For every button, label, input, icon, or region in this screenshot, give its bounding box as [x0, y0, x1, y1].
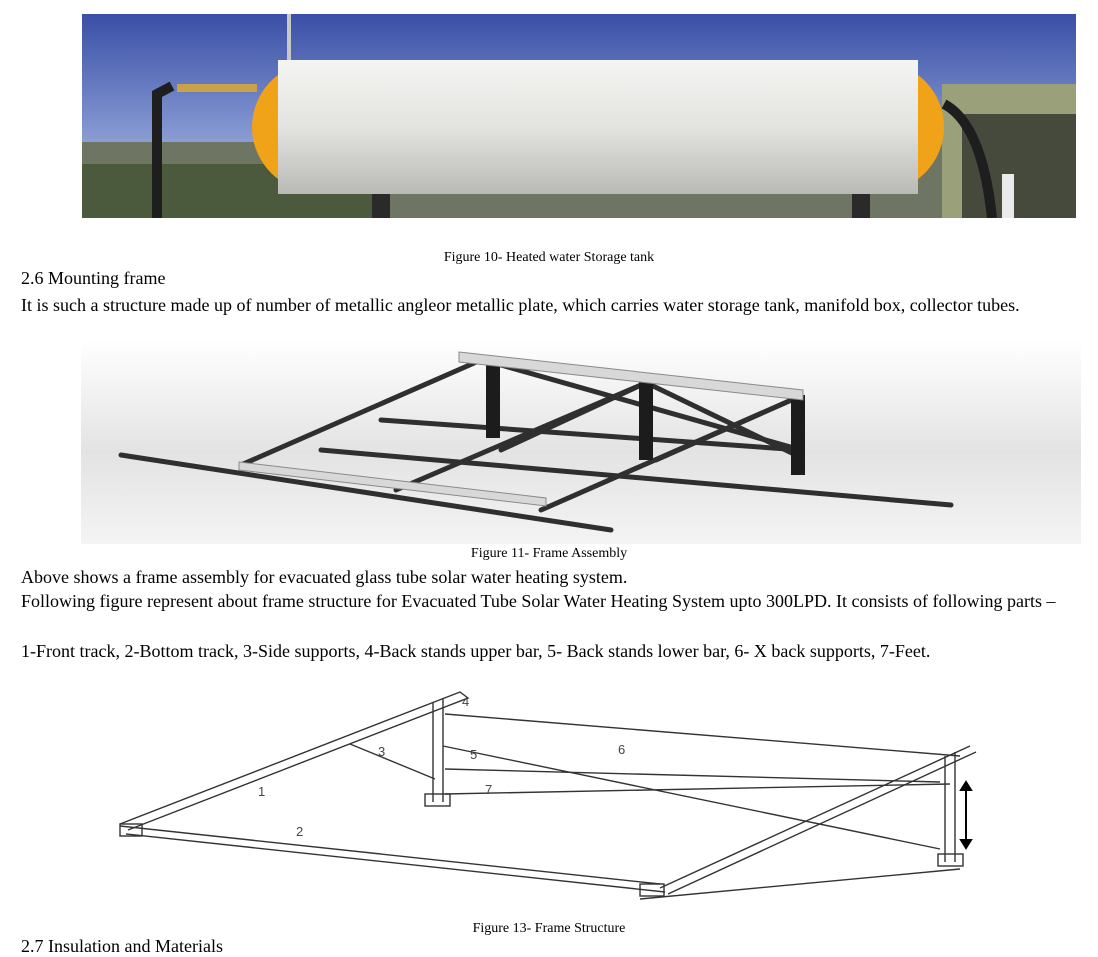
paragraph-mounting-frame: It is such a structure made up of number of metallic angleor metallic plate, which carries water storage tank, manifold box, collector tubes. — [21, 295, 1020, 315]
figure-13-part-label: 7 — [485, 782, 493, 797]
figure-13-part-label: 5 — [470, 747, 478, 762]
figure-13-part-label: 3 — [378, 744, 386, 759]
paragraph-frame-structure: Following figure represent about frame structure for Evacuated Tube Solar Water Heating System upto 300LPD. It consists of following parts – — [21, 591, 1056, 611]
figure-13-part-label: 2 — [296, 824, 304, 839]
figure-13-part-label: 6 — [618, 742, 626, 757]
figure-10-caption: Figure 10- Heated water Storage tank — [443, 250, 655, 265]
figure-11-caption: Figure 11- Frame Assembly — [470, 546, 628, 561]
figure-10-image — [82, 14, 1076, 218]
paragraph-frame-assembly: Above shows a frame assembly for evacuated glass tube solar water heating system. — [21, 567, 628, 587]
figure-11-image — [81, 340, 1081, 544]
figure-13-image — [100, 684, 990, 916]
paragraph-parts-list: 1-Front track, 2-Bottom track, 3-Side supports, 4-Back stands upper bar, 5- Back stands lower bar, 6- X back supports, 7-Feet. — [21, 641, 931, 661]
figure-13-caption: Figure 13- Frame Structure — [472, 921, 626, 936]
section-heading-2-7-partial: 2.7 Insulation and Materials — [21, 936, 223, 956]
section-heading-2-6: 2.6 Mounting frame — [21, 268, 166, 288]
figure-13-part-label: 4 — [462, 694, 470, 709]
figure-13-part-label: 1 — [258, 784, 266, 799]
